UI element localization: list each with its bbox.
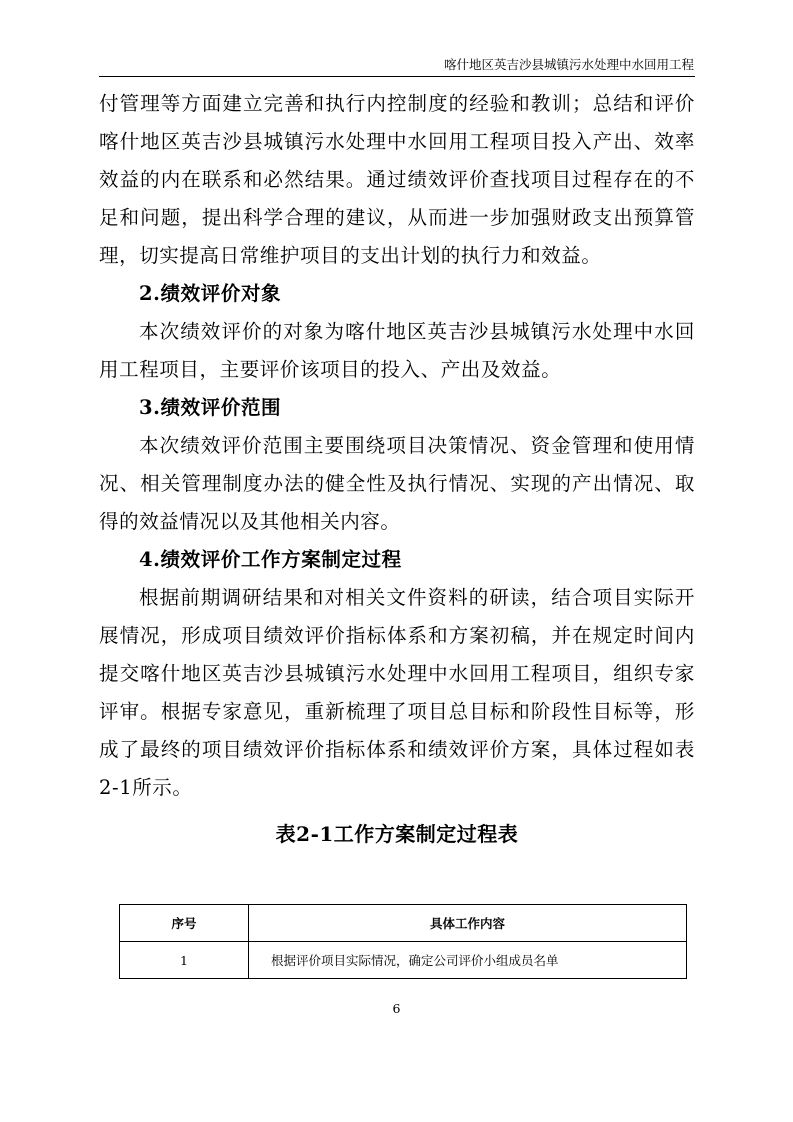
table-caption: 表2-1工作方案制定过程表 [275,822,519,846]
section-heading-evaluation-scope: 3.绩效评价范围 [139,396,282,419]
header-rule [99,76,695,77]
running-header-title: 喀什地区英吉沙县城镇污水处理中水回用工程 [443,57,694,72]
section-heading-work-plan-process: 4.绩效评价工作方案制定过程 [139,548,402,571]
section-heading-evaluation-object: 2.绩效评价对象 [139,282,282,305]
document-body [99,85,695,853]
table-cell-content: 根据评价项目实际情况，确定公司评价小组成员名单 [249,942,687,979]
work-plan-table [119,904,687,979]
section-text-evaluation-object: 本次绩效评价的对象为喀什地区英吉沙县城镇污水处理中水回用工程项目，主要评价该项目的投入、产出及效益。 [99,320,695,381]
section-text-evaluation-scope: 本次绩效评价范围主要围绕项目决策情况、资金管理和使用情况、相关管理制度办法的健全性及执行情况、实现的产出情况、取得的效益情况以及其他相关内容。 [99,434,695,533]
intro-paragraph: 付管理等方面建立完善和执行内控制度的经验和教训；总结和评价喀什地区英吉沙县城镇污水处理中水回用工程项目投入产出、效率效益的内在联系和必然结果。通过绩效评价查找项目过程存在的不足和问题，提出科学合理的建议，从而进一步加强财政支出预算管理，切实提高日常维护项目的支出计划的执行力和效益。 [99,92,695,267]
section-text-work-plan-process: 根据前期调研结果和对相关文件资料的研读，结合项目实际开展情况，形成项目绩效评价指标体系和方案初稿，并在规定时间内提交喀什地区英吉沙县城镇污水处理中水回用工程项目，组织专家评审。根据专家意见，重新梳理了项目总目标和阶段性目标等，形成了最终的项目绩效评价指标体系和绩效评价方案，具体过程如表2-1所示。 [99,586,695,799]
page-number: 6 [392,1001,401,1016]
table-cell-serial: 1 [120,942,249,979]
table-header-content: 具体工作内容 [249,905,687,942]
table-row [120,942,687,979]
table-header-serial: 序号 [120,905,249,942]
table-header-row [120,905,687,942]
